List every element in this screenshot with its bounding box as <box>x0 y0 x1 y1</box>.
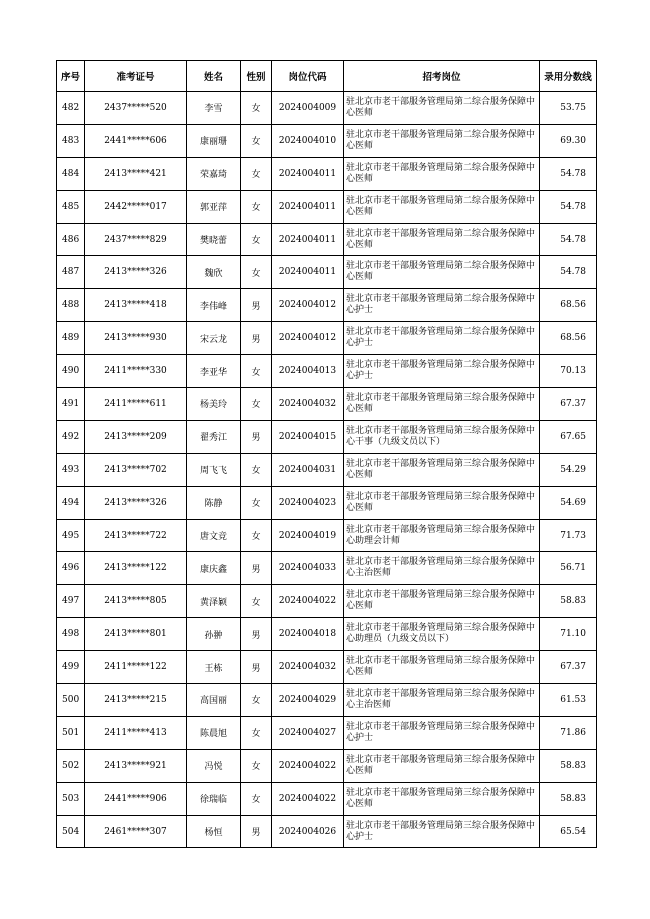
cell-name: 王栋 <box>187 651 241 684</box>
cell-ticket: 2441*****906 <box>85 782 187 815</box>
cell-name: 樊晓蕾 <box>187 223 241 256</box>
table-row <box>57 618 597 651</box>
cell-post: 驻北京市老干部服务管理局第三综合服务保障中心医师 <box>344 585 540 618</box>
table-row <box>57 815 597 848</box>
cell-gender: 男 <box>241 322 272 355</box>
cell-gender: 女 <box>241 486 272 519</box>
header-name: 姓名 <box>187 61 241 92</box>
cell-seq: 490 <box>57 355 85 388</box>
cell-seq: 502 <box>57 749 85 782</box>
cell-post: 驻北京市老干部服务管理局第三综合服务保障中心医师 <box>344 749 540 782</box>
cell-post: 驻北京市老干部服务管理局第三综合服务保障中心医师 <box>344 453 540 486</box>
cell-post: 驻北京市老干部服务管理局第三综合服务保障中心助理会计师 <box>344 519 540 552</box>
cell-code: 2024004022 <box>272 782 344 815</box>
table-row <box>57 157 597 190</box>
table-row <box>57 322 597 355</box>
cell-post: 驻北京市老干部服务管理局第二综合服务保障中心医师 <box>344 157 540 190</box>
cell-ticket: 2411*****122 <box>85 651 187 684</box>
table-row <box>57 223 597 256</box>
cell-code: 2024004011 <box>272 223 344 256</box>
cell-ticket: 2413*****326 <box>85 486 187 519</box>
cell-score: 54.69 <box>540 486 597 519</box>
cell-name: 康丽珊 <box>187 124 241 157</box>
cell-gender: 女 <box>241 190 272 223</box>
table-row <box>57 486 597 519</box>
cell-code: 2024004031 <box>272 453 344 486</box>
cell-ticket: 2437*****520 <box>85 92 187 125</box>
table-row <box>57 651 597 684</box>
cell-ticket: 2413*****209 <box>85 420 187 453</box>
cell-code: 2024004019 <box>272 519 344 552</box>
table-row <box>57 124 597 157</box>
cell-score: 67.65 <box>540 420 597 453</box>
cell-gender: 女 <box>241 716 272 749</box>
cell-seq: 486 <box>57 223 85 256</box>
cell-post: 驻北京市老干部服务管理局第二综合服务保障中心医师 <box>344 92 540 125</box>
cell-score: 67.37 <box>540 388 597 421</box>
cell-ticket: 2413*****326 <box>85 256 187 289</box>
cell-code: 2024004018 <box>272 618 344 651</box>
cell-post: 驻北京市老干部服务管理局第三综合服务保障中心医师 <box>344 782 540 815</box>
cell-ticket: 2441*****606 <box>85 124 187 157</box>
cell-post: 驻北京市老干部服务管理局第二综合服务保障中心护士 <box>344 322 540 355</box>
cell-gender: 女 <box>241 749 272 782</box>
cell-ticket: 2411*****611 <box>85 388 187 421</box>
table-row <box>57 388 597 421</box>
cell-code: 2024004010 <box>272 124 344 157</box>
cell-ticket: 2413*****805 <box>85 585 187 618</box>
cell-code: 2024004023 <box>272 486 344 519</box>
cell-code: 2024004026 <box>272 815 344 848</box>
cell-post: 驻北京市老干部服务管理局第三综合服务保障中心医师 <box>344 486 540 519</box>
cell-post: 驻北京市老干部服务管理局第二综合服务保障中心医师 <box>344 190 540 223</box>
cell-score: 71.10 <box>540 618 597 651</box>
cell-ticket: 2411*****330 <box>85 355 187 388</box>
table-row <box>57 749 597 782</box>
cell-seq: 484 <box>57 157 85 190</box>
cell-name: 郭亚萍 <box>187 190 241 223</box>
cell-code: 2024004027 <box>272 716 344 749</box>
cell-gender: 女 <box>241 355 272 388</box>
cell-score: 54.78 <box>540 190 597 223</box>
cell-name: 宋云龙 <box>187 322 241 355</box>
cell-score: 71.73 <box>540 519 597 552</box>
cell-seq: 503 <box>57 782 85 815</box>
cell-score: 68.56 <box>540 322 597 355</box>
cell-score: 54.78 <box>540 157 597 190</box>
cell-name: 李亚华 <box>187 355 241 388</box>
cell-name: 魏欣 <box>187 256 241 289</box>
cell-code: 2024004012 <box>272 322 344 355</box>
cell-post: 驻北京市老干部服务管理局第三综合服务保障中心医师 <box>344 651 540 684</box>
cell-gender: 男 <box>241 552 272 585</box>
cell-ticket: 2413*****921 <box>85 749 187 782</box>
cell-seq: 482 <box>57 92 85 125</box>
cell-seq: 491 <box>57 388 85 421</box>
cell-post: 驻北京市老干部服务管理局第二综合服务保障中心医师 <box>344 256 540 289</box>
cell-seq: 501 <box>57 716 85 749</box>
table-row <box>57 684 597 717</box>
cell-seq: 496 <box>57 552 85 585</box>
header-post: 招考岗位 <box>344 61 540 92</box>
cell-seq: 498 <box>57 618 85 651</box>
cell-ticket: 2413*****421 <box>85 157 187 190</box>
cell-score: 58.83 <box>540 782 597 815</box>
cell-score: 69.30 <box>540 124 597 157</box>
cell-name: 孙翀 <box>187 618 241 651</box>
cell-gender: 男 <box>241 651 272 684</box>
cell-code: 2024004009 <box>272 92 344 125</box>
cell-score: 53.75 <box>540 92 597 125</box>
cell-code: 2024004032 <box>272 651 344 684</box>
cell-name: 康庆鑫 <box>187 552 241 585</box>
cell-name: 陈静 <box>187 486 241 519</box>
cell-ticket: 2442*****017 <box>85 190 187 223</box>
cell-ticket: 2461*****307 <box>85 815 187 848</box>
cell-gender: 男 <box>241 289 272 322</box>
cell-name: 翟秀江 <box>187 420 241 453</box>
cell-code: 2024004033 <box>272 552 344 585</box>
header-ticket: 准考证号 <box>85 61 187 92</box>
cell-seq: 494 <box>57 486 85 519</box>
cell-ticket: 2413*****215 <box>85 684 187 717</box>
cell-ticket: 2413*****702 <box>85 453 187 486</box>
cell-name: 黄泽颖 <box>187 585 241 618</box>
results-table <box>56 60 597 848</box>
cell-code: 2024004015 <box>272 420 344 453</box>
cell-seq: 489 <box>57 322 85 355</box>
cell-name: 荣嘉琦 <box>187 157 241 190</box>
cell-gender: 女 <box>241 585 272 618</box>
cell-code: 2024004011 <box>272 256 344 289</box>
cell-code: 2024004029 <box>272 684 344 717</box>
cell-post: 驻北京市老干部服务管理局第二综合服务保障中心医师 <box>344 223 540 256</box>
table-row <box>57 782 597 815</box>
cell-ticket: 2413*****930 <box>85 322 187 355</box>
cell-score: 67.37 <box>540 651 597 684</box>
cell-gender: 女 <box>241 124 272 157</box>
cell-post: 驻北京市老干部服务管理局第三综合服务保障中心助理员（九级文员以下） <box>344 618 540 651</box>
cell-name: 陈晨旭 <box>187 716 241 749</box>
cell-score: 56.71 <box>540 552 597 585</box>
table-row <box>57 92 597 125</box>
cell-name: 杨恒 <box>187 815 241 848</box>
table-row <box>57 453 597 486</box>
cell-post: 驻北京市老干部服务管理局第二综合服务保障中心护士 <box>344 289 540 322</box>
cell-score: 68.56 <box>540 289 597 322</box>
header-row <box>57 61 597 92</box>
cell-gender: 女 <box>241 782 272 815</box>
cell-gender: 男 <box>241 815 272 848</box>
table-row <box>57 519 597 552</box>
cell-seq: 499 <box>57 651 85 684</box>
cell-post: 驻北京市老干部服务管理局第三综合服务保障中心医师 <box>344 388 540 421</box>
table-row <box>57 420 597 453</box>
cell-seq: 504 <box>57 815 85 848</box>
cell-name: 冯悦 <box>187 749 241 782</box>
cell-gender: 女 <box>241 388 272 421</box>
table-row <box>57 289 597 322</box>
cell-gender: 男 <box>241 420 272 453</box>
cell-score: 54.78 <box>540 256 597 289</box>
cell-score: 71.86 <box>540 716 597 749</box>
cell-gender: 女 <box>241 684 272 717</box>
cell-seq: 497 <box>57 585 85 618</box>
table-row <box>57 355 597 388</box>
cell-score: 61.53 <box>540 684 597 717</box>
table-row <box>57 716 597 749</box>
cell-name: 高国丽 <box>187 684 241 717</box>
cell-name: 唐文竞 <box>187 519 241 552</box>
cell-post: 驻北京市老干部服务管理局第三综合服务保障中心干事（九级文员以下） <box>344 420 540 453</box>
cell-seq: 492 <box>57 420 85 453</box>
cell-name: 周飞飞 <box>187 453 241 486</box>
cell-score: 54.29 <box>540 453 597 486</box>
cell-ticket: 2411*****413 <box>85 716 187 749</box>
cell-seq: 485 <box>57 190 85 223</box>
cell-name: 杨美玲 <box>187 388 241 421</box>
cell-gender: 女 <box>241 157 272 190</box>
cell-seq: 495 <box>57 519 85 552</box>
cell-gender: 女 <box>241 519 272 552</box>
table-row <box>57 190 597 223</box>
cell-gender: 女 <box>241 453 272 486</box>
header-score: 录用分数线 <box>540 61 597 92</box>
cell-ticket: 2413*****122 <box>85 552 187 585</box>
table-row <box>57 256 597 289</box>
cell-score: 70.13 <box>540 355 597 388</box>
cell-ticket: 2413*****801 <box>85 618 187 651</box>
table-row <box>57 552 597 585</box>
cell-post: 驻北京市老干部服务管理局第二综合服务保障中心护士 <box>344 355 540 388</box>
cell-seq: 483 <box>57 124 85 157</box>
table-body <box>57 92 597 848</box>
cell-code: 2024004032 <box>272 388 344 421</box>
cell-name: 李雪 <box>187 92 241 125</box>
cell-score: 58.83 <box>540 749 597 782</box>
cell-gender: 女 <box>241 256 272 289</box>
header-code: 岗位代码 <box>272 61 344 92</box>
cell-score: 65.54 <box>540 815 597 848</box>
cell-score: 58.83 <box>540 585 597 618</box>
cell-code: 2024004011 <box>272 157 344 190</box>
cell-ticket: 2413*****722 <box>85 519 187 552</box>
cell-code: 2024004022 <box>272 585 344 618</box>
header-gender: 性别 <box>241 61 272 92</box>
cell-code: 2024004022 <box>272 749 344 782</box>
cell-post: 驻北京市老干部服务管理局第三综合服务保障中心护士 <box>344 815 540 848</box>
header-seq: 序号 <box>57 61 85 92</box>
cell-seq: 500 <box>57 684 85 717</box>
cell-ticket: 2413*****418 <box>85 289 187 322</box>
cell-ticket: 2437*****829 <box>85 223 187 256</box>
cell-seq: 493 <box>57 453 85 486</box>
cell-post: 驻北京市老干部服务管理局第二综合服务保障中心医师 <box>344 124 540 157</box>
cell-code: 2024004012 <box>272 289 344 322</box>
cell-seq: 488 <box>57 289 85 322</box>
cell-post: 驻北京市老干部服务管理局第三综合服务保障中心主治医师 <box>344 684 540 717</box>
cell-name: 徐瑞临 <box>187 782 241 815</box>
cell-gender: 女 <box>241 92 272 125</box>
cell-score: 54.78 <box>540 223 597 256</box>
cell-post: 驻北京市老干部服务管理局第三综合服务保障中心护士 <box>344 716 540 749</box>
cell-code: 2024004011 <box>272 190 344 223</box>
cell-seq: 487 <box>57 256 85 289</box>
cell-name: 李伟峰 <box>187 289 241 322</box>
cell-post: 驻北京市老干部服务管理局第三综合服务保障中心主治医师 <box>344 552 540 585</box>
cell-code: 2024004013 <box>272 355 344 388</box>
cell-gender: 男 <box>241 618 272 651</box>
table-row <box>57 585 597 618</box>
cell-gender: 女 <box>241 223 272 256</box>
